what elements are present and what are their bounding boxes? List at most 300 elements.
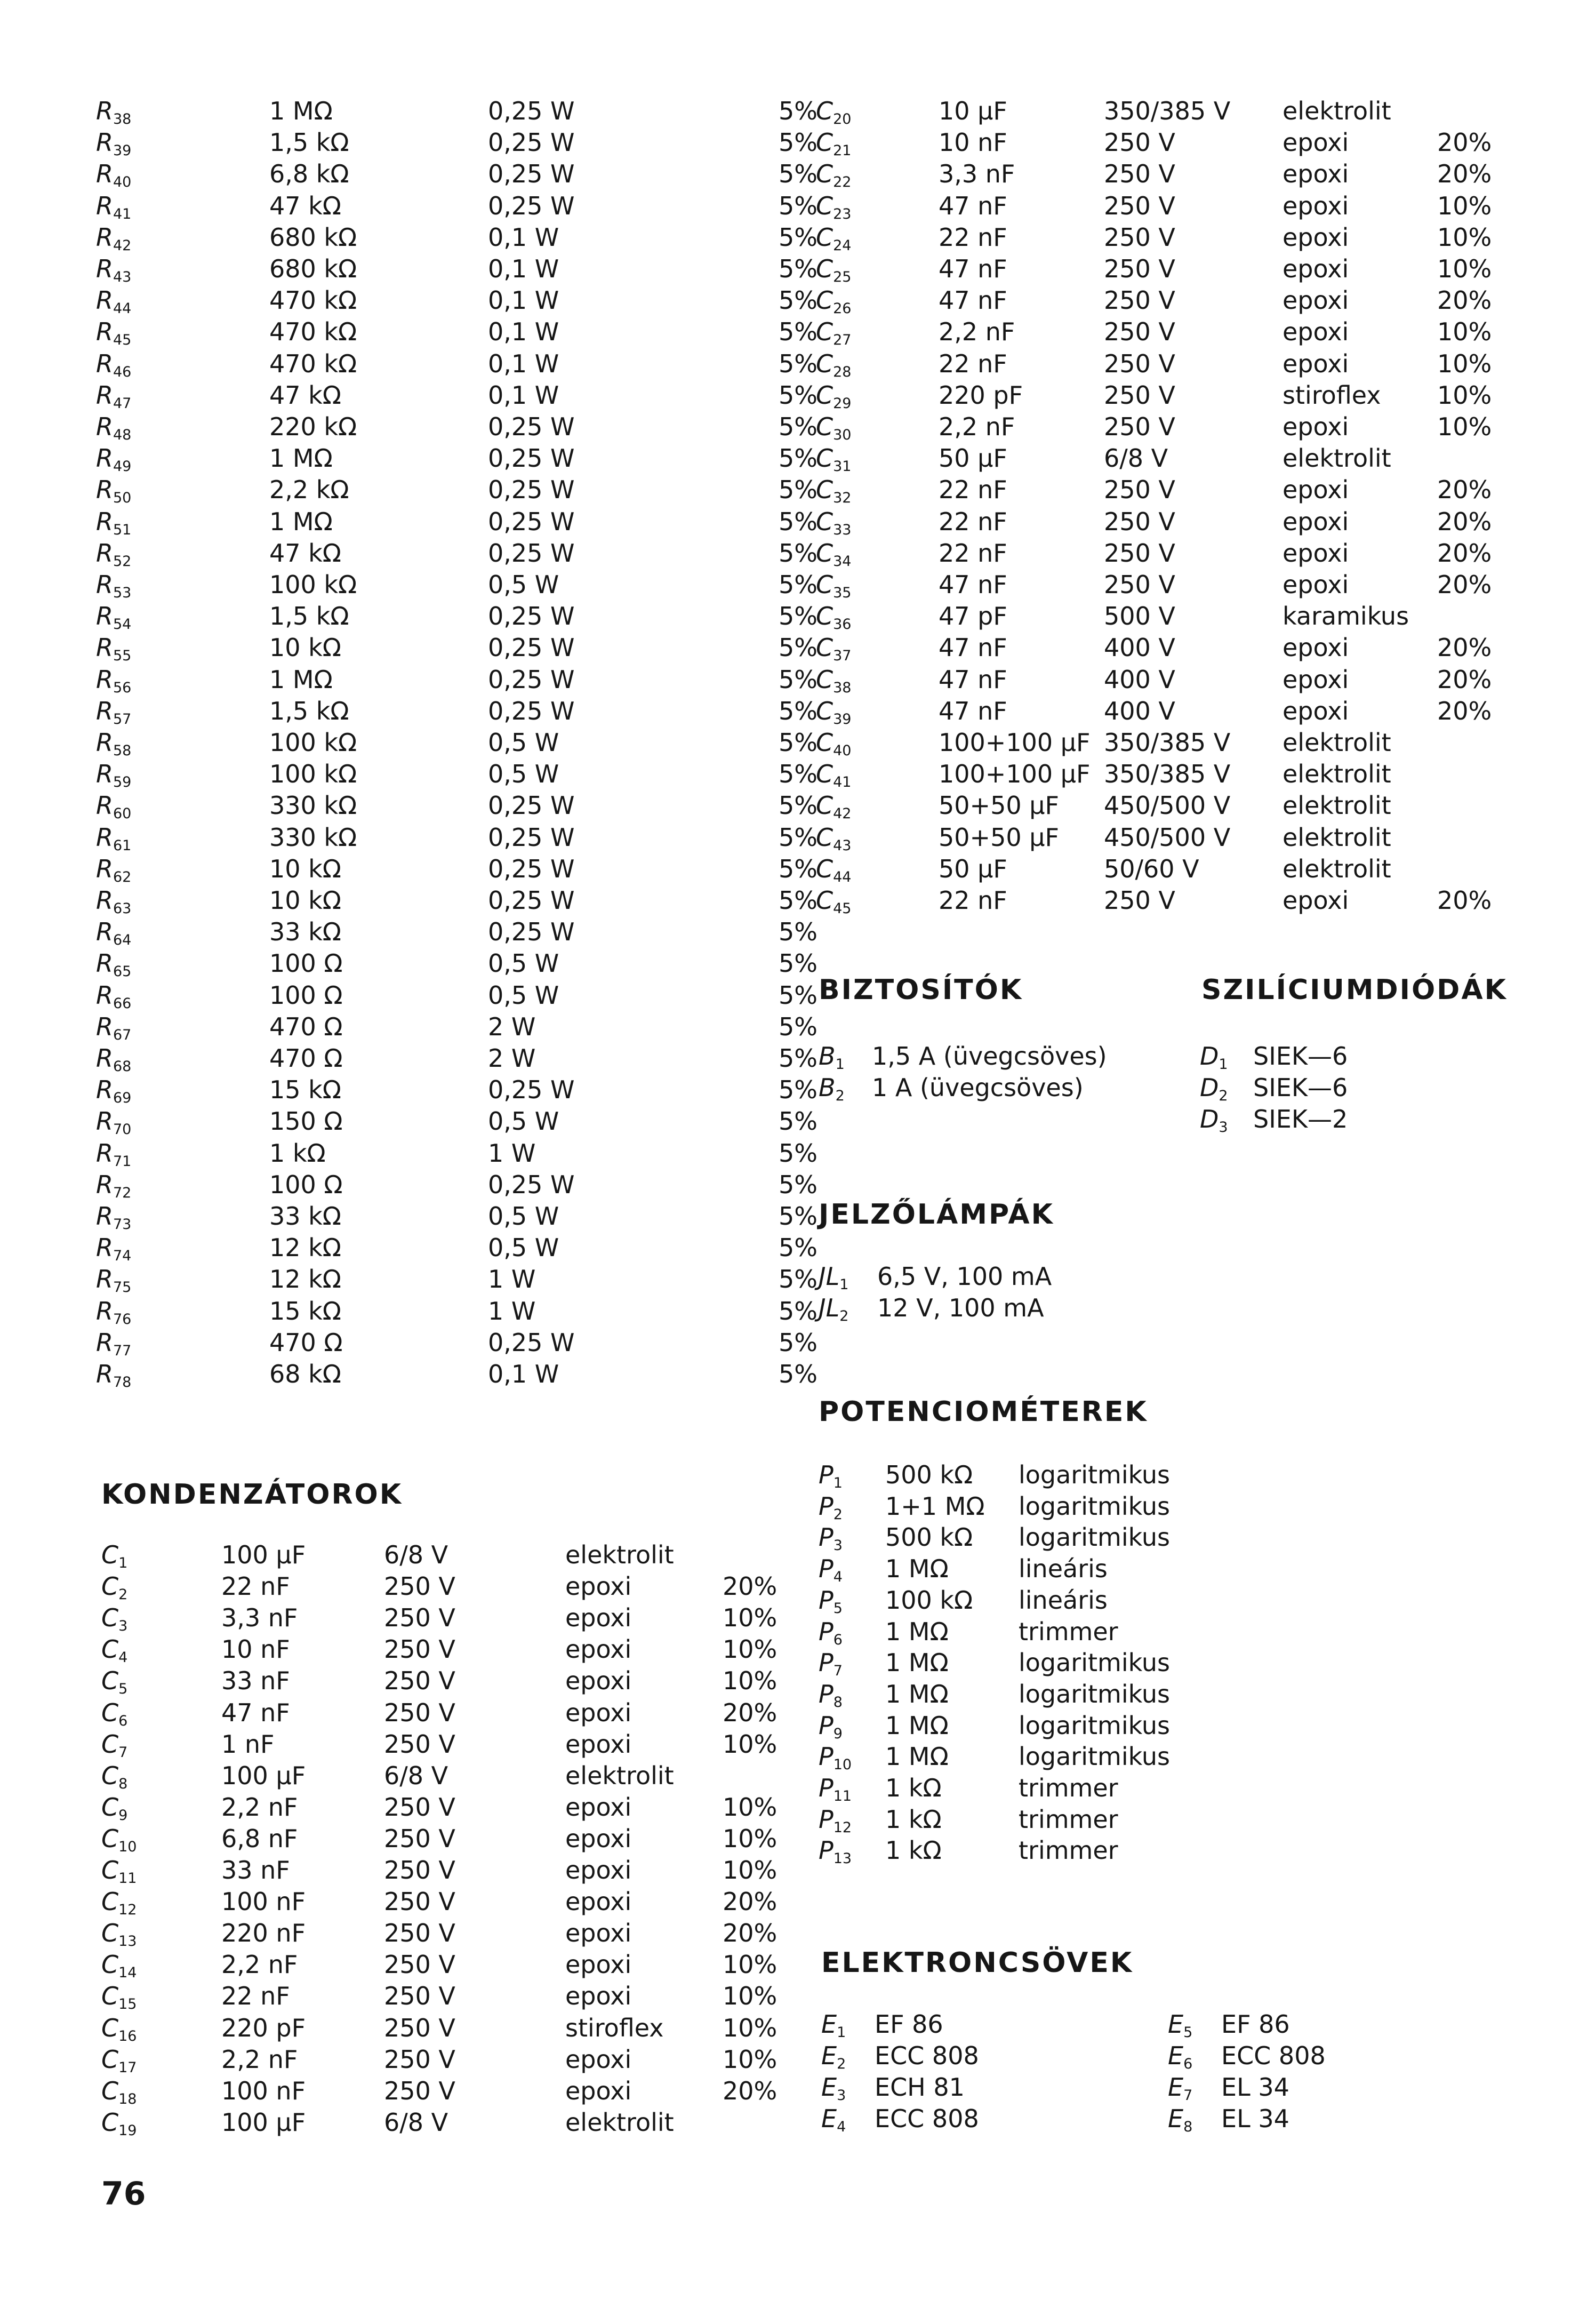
ref-index: 45: [113, 332, 132, 349]
value-cell: 1 MΩ: [269, 97, 333, 125]
ref-letter: R: [96, 538, 113, 568]
value-cell: 33 nF: [221, 1856, 290, 1884]
ref-index: 71: [113, 1153, 132, 1170]
type-cell: trimmer: [1019, 1617, 1118, 1646]
power-cell: 0,25 W: [488, 507, 575, 536]
ref-index: 76: [113, 1311, 132, 1328]
voltage-cell: 6/8 V: [1104, 444, 1168, 473]
ref-letter: P: [819, 1585, 833, 1615]
ref-index: 17: [118, 2059, 137, 2076]
ref-index: 11: [833, 1788, 852, 1804]
ref-letter: R: [96, 791, 113, 820]
type-cell: epoxi: [565, 1572, 632, 1601]
ref-letter: C: [816, 254, 833, 283]
ref-letter: C: [816, 570, 833, 599]
tolerance-cell: 5%: [779, 728, 817, 757]
ref-letter: JL: [819, 1262, 840, 1291]
ref-index: 42: [113, 237, 132, 254]
type-cell: epoxi: [1283, 159, 1349, 189]
ref-index: 48: [113, 427, 132, 443]
tolerance-cell: 5%: [779, 317, 817, 347]
value-cell: 100 μF: [221, 1761, 306, 1790]
ref-index: 2: [839, 1308, 849, 1324]
voltage-cell: 250 V: [384, 1603, 455, 1633]
ref-letter: D: [1200, 1042, 1219, 1071]
tolerance-cell: 10%: [1437, 412, 1492, 441]
ref-letter: C: [101, 1666, 119, 1696]
value-cell: 100 kΩ: [269, 760, 357, 789]
ref-index: 44: [113, 300, 132, 317]
ref-index: 46: [113, 363, 132, 380]
power-cell: 0,25 W: [488, 696, 575, 725]
ref-letter: R: [96, 822, 113, 852]
ref-letter: R: [96, 475, 113, 505]
ref-letter: C: [101, 1698, 119, 1727]
ref-designator: [1200, 1103, 1228, 1144]
description-cell: 12 V, 100 mA: [877, 1293, 1044, 1322]
ref-letter: C: [816, 728, 833, 757]
ref-index: 57: [113, 710, 132, 728]
value-cell: 3,3 nF: [939, 159, 1015, 189]
ref-letter: C: [816, 507, 833, 536]
ref-letter: C: [816, 760, 833, 789]
ref-letter: R: [96, 286, 113, 315]
value-cell: 47 nF: [221, 1698, 290, 1727]
ref-letter: R: [96, 917, 113, 947]
power-cell: 0,1 W: [488, 286, 559, 315]
ref-index: 13: [833, 1850, 852, 1867]
type-cell: lineáris: [1019, 1585, 1108, 1615]
ref-index: 3: [118, 1618, 128, 1635]
value-cell: 1 kΩ: [885, 1774, 942, 1802]
voltage-cell: 250 V: [1104, 128, 1175, 157]
value-cell: 1 MΩ: [885, 1742, 949, 1771]
tolerance-cell: 10%: [723, 1856, 778, 1884]
ref-letter: E: [1168, 2041, 1184, 2070]
value-cell: 68 kΩ: [269, 1360, 341, 1388]
power-cell: 0,25 W: [488, 917, 575, 947]
value-cell: 1 MΩ: [885, 1554, 949, 1584]
ref-index: 69: [113, 1090, 132, 1107]
power-cell: 0,25 W: [488, 475, 575, 505]
value-cell: 100+100 μF: [939, 728, 1091, 757]
voltage-cell: 250 V: [1104, 475, 1175, 505]
value-cell: 22 nF: [221, 1982, 290, 2011]
type-cell: elektrolit: [1283, 444, 1391, 473]
ref-index: 31: [833, 458, 852, 475]
type-cell: epoxi: [565, 1824, 632, 1853]
voltage-cell: 250 V: [1104, 286, 1175, 315]
power-cell: 0,1 W: [488, 349, 559, 378]
tolerance-cell: 5%: [779, 538, 817, 568]
ref-index: 16: [118, 2027, 137, 2045]
value-cell: 1 nF: [221, 1729, 275, 1759]
ref-letter: P: [819, 1617, 833, 1646]
value-cell: 33 nF: [221, 1666, 290, 1696]
ref-letter: R: [96, 1107, 113, 1136]
ref-index: 13: [118, 1933, 137, 1950]
ref-letter: C: [101, 1729, 119, 1759]
ref-index: 28: [833, 363, 852, 380]
description-cell: EL 34: [1221, 2104, 1289, 2133]
tolerance-cell: 5%: [779, 633, 817, 662]
ref-letter: R: [96, 665, 113, 694]
ref-index: 1: [837, 2024, 846, 2041]
ref-letter: C: [816, 412, 833, 441]
ref-letter: B: [819, 1042, 836, 1071]
ref-index: 39: [113, 142, 132, 159]
ref-index: 61: [113, 837, 132, 854]
type-cell: epoxi: [1283, 886, 1349, 915]
tolerance-cell: 10%: [723, 1982, 778, 2011]
ref-letter: R: [96, 317, 113, 347]
ref-index: 7: [118, 1744, 128, 1761]
power-cell: 0,1 W: [488, 380, 559, 410]
tolerance-cell: 5%: [779, 1170, 817, 1199]
ref-letter: R: [96, 380, 113, 410]
ref-designator: [816, 884, 851, 925]
power-cell: 0,5 W: [488, 980, 559, 1010]
tolerance-cell: 10%: [1437, 317, 1492, 347]
value-cell: 330 kΩ: [269, 791, 357, 820]
voltage-cell: 250 V: [384, 1919, 455, 1948]
ref-letter: R: [96, 1170, 113, 1199]
tolerance-cell: 20%: [1437, 538, 1492, 568]
voltage-cell: 250 V: [384, 1698, 455, 1727]
ref-index: 1: [839, 1276, 849, 1293]
ref-letter: C: [816, 286, 833, 315]
type-cell: epoxi: [1283, 633, 1349, 662]
voltage-cell: 450/500 V: [1104, 791, 1231, 820]
ref-index: 56: [113, 679, 132, 696]
value-cell: 10 kΩ: [269, 633, 341, 662]
tolerance-cell: 20%: [1437, 886, 1492, 915]
ref-index: 58: [113, 742, 132, 759]
value-cell: 47 kΩ: [269, 191, 341, 220]
value-cell: 2,2 nF: [939, 412, 1015, 441]
description-cell: SIEK—6: [1253, 1073, 1348, 1102]
type-cell: epoxi: [1283, 349, 1349, 378]
ref-index: 30: [833, 427, 852, 443]
value-cell: 470 Ω: [269, 1328, 343, 1357]
value-cell: 10 kΩ: [269, 886, 341, 915]
section-title-tubes: ELEKTRONCSÖVEK: [821, 1947, 1134, 1979]
value-cell: 1 MΩ: [269, 507, 333, 536]
tolerance-cell: 10%: [723, 1950, 778, 1979]
type-cell: epoxi: [1283, 696, 1349, 725]
voltage-cell: 250 V: [384, 1887, 455, 1916]
ref-index: 74: [113, 1248, 132, 1265]
value-cell: 47 kΩ: [269, 538, 341, 568]
type-cell: trimmer: [1019, 1836, 1118, 1865]
ref-letter: C: [101, 1824, 119, 1853]
tolerance-cell: 10%: [723, 2045, 778, 2074]
value-cell: 22 nF: [221, 1572, 290, 1601]
power-cell: 0,25 W: [488, 444, 575, 473]
tolerance-cell: 5%: [779, 760, 817, 789]
ref-letter: R: [96, 349, 113, 378]
ref-index: 72: [113, 1184, 132, 1201]
value-cell: 220 pF: [221, 2013, 306, 2042]
ref-letter: P: [819, 1523, 833, 1552]
value-cell: 50 μF: [939, 854, 1007, 883]
section-title-capacitors: KONDENZÁTOROK: [101, 1479, 403, 1511]
value-cell: 1,5 kΩ: [269, 602, 349, 631]
ref-letter: C: [816, 854, 833, 883]
ref-letter: C: [101, 2107, 119, 2137]
voltage-cell: 250 V: [384, 1982, 455, 2011]
ref-letter: R: [96, 1360, 113, 1388]
ref-index: 4: [118, 1649, 128, 1666]
value-cell: 1,5 kΩ: [269, 696, 349, 725]
ref-letter: C: [816, 444, 833, 473]
ref-letter: C: [816, 97, 833, 125]
value-cell: 220 kΩ: [269, 412, 357, 441]
ref-letter: E: [821, 2073, 837, 2102]
value-cell: 33 kΩ: [269, 1202, 341, 1231]
type-cell: epoxi: [1283, 412, 1349, 441]
tolerance-cell: 5%: [779, 1075, 817, 1105]
ref-letter: R: [96, 1328, 113, 1357]
voltage-cell: 250 V: [384, 1729, 455, 1759]
value-cell: 12 kΩ: [269, 1233, 341, 1263]
description-cell: ECC 808: [875, 2041, 979, 2070]
voltage-cell: 250 V: [384, 2076, 455, 2105]
power-cell: 2 W: [488, 1044, 536, 1073]
value-cell: 1 kΩ: [885, 1804, 942, 1834]
ref-index: 14: [118, 1964, 137, 1982]
value-cell: 1+1 MΩ: [885, 1491, 985, 1521]
value-cell: 2,2 nF: [221, 1950, 298, 1979]
type-cell: elektrolit: [1283, 791, 1391, 820]
power-cell: 0,25 W: [488, 633, 575, 662]
tolerance-cell: 5%: [779, 254, 817, 283]
ref-letter: C: [101, 1572, 119, 1601]
ref-letter: C: [101, 1603, 119, 1633]
ref-letter: R: [96, 1202, 113, 1231]
description-cell: EF 86: [1221, 2010, 1290, 2039]
ref-index: 41: [113, 205, 132, 222]
tolerance-cell: 5%: [779, 696, 817, 725]
ref-letter: R: [96, 1138, 113, 1168]
voltage-cell: 6/8 V: [384, 1761, 448, 1790]
power-cell: 0,25 W: [488, 822, 575, 852]
value-cell: 100 Ω: [269, 980, 343, 1010]
ref-index: 39: [833, 710, 852, 728]
value-cell: 15 kΩ: [269, 1296, 341, 1325]
voltage-cell: 250 V: [1104, 349, 1175, 378]
type-cell: lineáris: [1019, 1554, 1108, 1584]
type-cell: epoxi: [565, 1950, 632, 1979]
ref-index: 4: [837, 2119, 846, 2135]
type-cell: trimmer: [1019, 1804, 1118, 1834]
ref-index: 22: [833, 174, 852, 191]
ref-letter: R: [96, 254, 113, 283]
tolerance-cell: 5%: [779, 602, 817, 631]
ref-letter: C: [816, 886, 833, 915]
tolerance-cell: 5%: [779, 917, 817, 947]
tolerance-cell: 10%: [723, 2013, 778, 2042]
ref-index: 9: [833, 1725, 843, 1742]
ref-index: 32: [833, 490, 852, 507]
value-cell: 1 kΩ: [269, 1138, 326, 1168]
value-cell: 100 Ω: [269, 949, 343, 978]
ref-letter: P: [819, 1554, 833, 1584]
ref-index: 40: [113, 174, 132, 191]
section-title-lamps: JELZŐLÁMPÁK: [819, 1199, 1054, 1231]
power-cell: 0,25 W: [488, 159, 575, 189]
type-cell: epoxi: [565, 1856, 632, 1884]
ref-letter: P: [819, 1804, 833, 1834]
value-cell: 470 Ω: [269, 1012, 343, 1041]
voltage-cell: 250 V: [384, 2013, 455, 2042]
description-cell: ECH 81: [875, 2073, 965, 2102]
power-cell: 0,25 W: [488, 886, 575, 915]
value-cell: 50+50 μF: [939, 822, 1059, 852]
ref-letter: P: [819, 1742, 833, 1771]
ref-index: 2: [837, 2056, 846, 2072]
ref-letter: C: [816, 317, 833, 347]
type-cell: epoxi: [1283, 222, 1349, 252]
voltage-cell: 250 V: [384, 1856, 455, 1884]
tolerance-cell: 10%: [1437, 222, 1492, 252]
value-cell: 1 MΩ: [269, 665, 333, 694]
ref-letter: R: [96, 1012, 113, 1041]
ref-index: 43: [833, 837, 852, 854]
power-cell: 0,5 W: [488, 1202, 559, 1231]
voltage-cell: 250 V: [1104, 191, 1175, 220]
voltage-cell: 6/8 V: [384, 2107, 448, 2137]
value-cell: 100 μF: [221, 1540, 306, 1569]
ref-index: 77: [113, 1342, 132, 1359]
voltage-cell: 250 V: [1104, 412, 1175, 441]
voltage-cell: 400 V: [1104, 633, 1175, 662]
ref-letter: P: [819, 1711, 833, 1740]
ref-index: 20: [833, 111, 852, 127]
ref-index: 47: [113, 395, 132, 412]
value-cell: 330 kΩ: [269, 822, 357, 852]
value-cell: 47 nF: [939, 254, 1007, 283]
ref-index: 8: [833, 1694, 843, 1711]
ref-index: 12: [118, 1902, 137, 1919]
ref-letter: R: [96, 1044, 113, 1073]
ref-letter: P: [819, 1774, 833, 1802]
ref-index: 5: [833, 1600, 843, 1617]
voltage-cell: 350/385 V: [1104, 97, 1231, 125]
value-cell: 22 nF: [939, 507, 1007, 536]
type-cell: elektrolit: [1283, 854, 1391, 883]
tolerance-cell: 20%: [1437, 570, 1492, 599]
ref-index: 50: [113, 490, 132, 507]
type-cell: epoxi: [1283, 570, 1349, 599]
ref-index: 4: [833, 1569, 843, 1586]
type-cell: logaritmikus: [1019, 1491, 1170, 1521]
ref-letter: E: [821, 2104, 837, 2133]
tolerance-cell: 5%: [779, 412, 817, 441]
voltage-cell: 250 V: [384, 1792, 455, 1822]
section-title-potentiometers: POTENCIOMÉTEREK: [819, 1396, 1148, 1428]
type-cell: epoxi: [1283, 317, 1349, 347]
type-cell: elektrolit: [1283, 97, 1391, 125]
ref-letter: R: [96, 191, 113, 220]
tolerance-cell: 5%: [779, 1044, 817, 1073]
value-cell: 50 μF: [939, 444, 1007, 473]
ref-index: 34: [833, 553, 852, 570]
value-cell: 470 kΩ: [269, 286, 357, 315]
value-cell: 500 kΩ: [885, 1523, 973, 1552]
section-title-diodes: SZILÍCIUMDIÓDÁK: [1201, 974, 1508, 1006]
ref-index: 19: [118, 2122, 137, 2139]
type-cell: stiroflex: [565, 2013, 664, 2042]
ref-letter: C: [816, 822, 833, 852]
value-cell: 1 MΩ: [885, 1679, 949, 1708]
value-cell: 47 nF: [939, 633, 1007, 662]
ref-index: 73: [113, 1216, 132, 1233]
ref-letter: P: [819, 1491, 833, 1521]
ref-index: 8: [118, 1775, 128, 1792]
voltage-cell: 500 V: [1104, 602, 1175, 631]
value-cell: 12 kΩ: [269, 1265, 341, 1294]
ref-index: 18: [118, 2090, 137, 2107]
voltage-cell: 250 V: [384, 1666, 455, 1696]
ref-index: 51: [113, 521, 132, 538]
tolerance-cell: 5%: [779, 97, 817, 125]
tolerance-cell: 10%: [723, 1729, 778, 1759]
ref-letter: C: [816, 696, 833, 725]
ref-designator: [101, 2106, 137, 2147]
section-title-fuses: BIZTOSÍTÓK: [819, 974, 1023, 1006]
type-cell: epoxi: [565, 1887, 632, 1916]
tolerance-cell: 5%: [779, 1012, 817, 1041]
voltage-cell: 250 V: [1104, 254, 1175, 283]
tolerance-cell: 20%: [1437, 286, 1492, 315]
ref-index: 49: [113, 458, 132, 475]
type-cell: epoxi: [565, 1792, 632, 1822]
tolerance-cell: 10%: [1437, 349, 1492, 378]
type-cell: elektrolit: [1283, 822, 1391, 852]
ref-letter: R: [96, 980, 113, 1010]
ref-letter: C: [101, 1635, 119, 1664]
ref-letter: C: [101, 2013, 119, 2042]
value-cell: 50+50 μF: [939, 791, 1059, 820]
ref-index: 1: [835, 1056, 845, 1073]
voltage-cell: 350/385 V: [1104, 728, 1231, 757]
type-cell: epoxi: [1283, 254, 1349, 283]
ref-letter: C: [101, 1950, 119, 1979]
tolerance-cell: 20%: [723, 2076, 778, 2105]
ref-index: 64: [113, 932, 132, 949]
power-cell: 0,5 W: [488, 760, 559, 789]
power-cell: 0,25 W: [488, 854, 575, 883]
tolerance-cell: 10%: [723, 1792, 778, 1822]
value-cell: 100+100 μF: [939, 760, 1091, 789]
ref-index: 37: [833, 648, 852, 665]
value-cell: 680 kΩ: [269, 222, 357, 252]
value-cell: 470 Ω: [269, 1044, 343, 1073]
ref-index: 1: [1219, 1056, 1228, 1073]
type-cell: elektrolit: [565, 2107, 674, 2137]
ref-letter: E: [1168, 2104, 1184, 2133]
type-cell: epoxi: [565, 1919, 632, 1948]
power-cell: 0,25 W: [488, 191, 575, 220]
value-cell: 2,2 kΩ: [269, 475, 349, 505]
tolerance-cell: 10%: [723, 1666, 778, 1696]
description-cell: EL 34: [1221, 2073, 1289, 2102]
ref-index: 27: [833, 332, 852, 349]
ref-letter: R: [96, 602, 113, 631]
type-cell: epoxi: [565, 2045, 632, 2074]
ref-letter: E: [821, 2041, 837, 2070]
